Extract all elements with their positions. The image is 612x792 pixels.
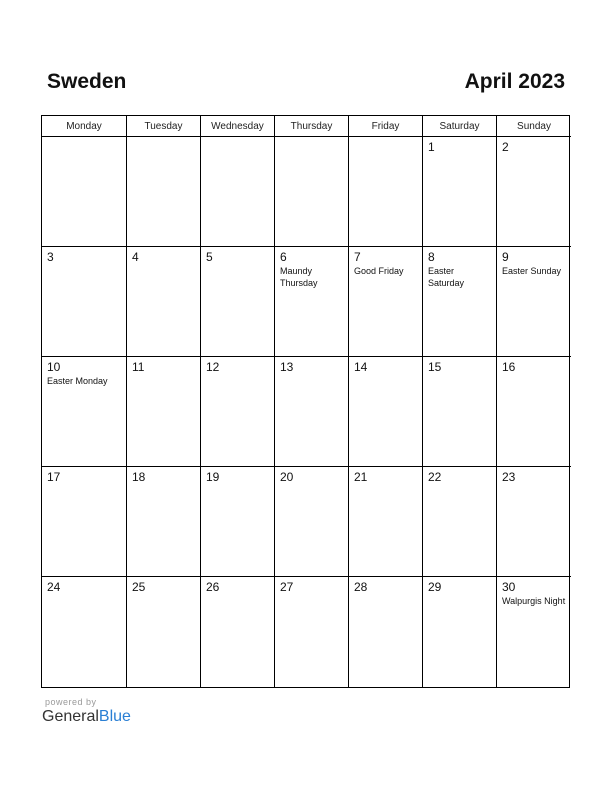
- day-cell: [349, 137, 423, 247]
- day-number: 4: [132, 250, 139, 264]
- weekday-header-wednesday: Wednesday: [201, 116, 275, 137]
- day-cell: [497, 467, 571, 577]
- day-cell: [127, 467, 201, 577]
- brand-name-part2: Blue: [98, 708, 131, 725]
- day-cell: [423, 247, 497, 357]
- day-cell: [201, 357, 275, 467]
- holiday-label: Easter Saturday: [428, 266, 465, 288]
- day-cell: [349, 357, 423, 467]
- day-number: 13: [280, 360, 294, 374]
- day-cell: [127, 577, 201, 687]
- weekday-header-sunday: Sunday: [497, 116, 571, 137]
- day-cell: [423, 467, 497, 577]
- day-cell: [349, 467, 423, 577]
- day-number: 26: [206, 580, 220, 594]
- day-number: 6: [280, 250, 287, 264]
- day-cell: [275, 467, 349, 577]
- day-number: 28: [354, 580, 368, 594]
- day-cell: [127, 137, 201, 247]
- day-cell: [201, 577, 275, 687]
- day-cell: [275, 357, 349, 467]
- weekday-header-tuesday: Tuesday: [127, 116, 201, 137]
- day-number: 19: [206, 470, 220, 484]
- powered-by-label: powered by: [45, 697, 97, 707]
- day-number: 25: [132, 580, 146, 594]
- day-number: 21: [354, 470, 368, 484]
- day-number: 23: [502, 470, 516, 484]
- day-cell: [127, 357, 201, 467]
- day-number: 22: [428, 470, 442, 484]
- day-cell: [42, 137, 127, 247]
- country-title: Sweden: [47, 70, 127, 93]
- day-cell: [349, 577, 423, 687]
- day-number: 16: [502, 360, 516, 374]
- day-cell: [201, 137, 275, 247]
- day-number: 27: [280, 580, 294, 594]
- day-number: 1: [428, 140, 435, 154]
- day-number: 18: [132, 470, 146, 484]
- day-number: 15: [428, 360, 442, 374]
- day-number: 20: [280, 470, 294, 484]
- holiday-label: Maundy Thursday: [280, 266, 318, 288]
- day-number: 10: [47, 360, 61, 374]
- day-cell: [349, 247, 423, 357]
- holiday-label: Easter Monday: [47, 376, 108, 386]
- day-cell: [201, 247, 275, 357]
- holiday-label: Walpurgis Night: [502, 596, 566, 606]
- day-cell: [127, 247, 201, 357]
- day-number: 17: [47, 470, 61, 484]
- month-title: April 2023: [464, 70, 565, 93]
- day-cell: [497, 577, 571, 687]
- day-cell: [275, 577, 349, 687]
- day-cell: [201, 467, 275, 577]
- day-number: 11: [132, 360, 145, 374]
- day-number: 3: [47, 250, 54, 264]
- day-number: 24: [47, 580, 61, 594]
- calendar-grid: [41, 115, 570, 688]
- day-number: 30: [502, 580, 516, 594]
- day-number: 2: [502, 140, 509, 154]
- day-number: 7: [354, 250, 361, 264]
- day-cell: [275, 137, 349, 247]
- day-number: 9: [502, 250, 509, 264]
- day-number: 5: [206, 250, 213, 264]
- day-cell: [497, 247, 571, 357]
- day-cell: [42, 247, 127, 357]
- day-cell: [42, 357, 127, 467]
- day-number: 29: [428, 580, 442, 594]
- weekday-header-friday: Friday: [349, 116, 423, 137]
- brand-name-part1: General: [42, 708, 99, 725]
- day-cell: [42, 577, 127, 687]
- weekday-header-monday: Monday: [42, 116, 127, 137]
- holiday-label: Good Friday: [354, 266, 404, 276]
- day-number: 8: [428, 250, 435, 264]
- weekday-header-thursday: Thursday: [275, 116, 349, 137]
- day-number: 14: [354, 360, 368, 374]
- day-cell: [423, 577, 497, 687]
- day-number: 12: [206, 360, 220, 374]
- day-cell: [275, 247, 349, 357]
- brand-logo[interactable]: [42, 708, 131, 726]
- day-cell: [423, 137, 497, 247]
- day-cell: [423, 357, 497, 467]
- holiday-label: Easter Sunday: [502, 266, 562, 276]
- day-cell: [497, 137, 571, 247]
- weekday-header-saturday: Saturday: [423, 116, 497, 137]
- day-cell: [497, 357, 571, 467]
- day-cell: [42, 467, 127, 577]
